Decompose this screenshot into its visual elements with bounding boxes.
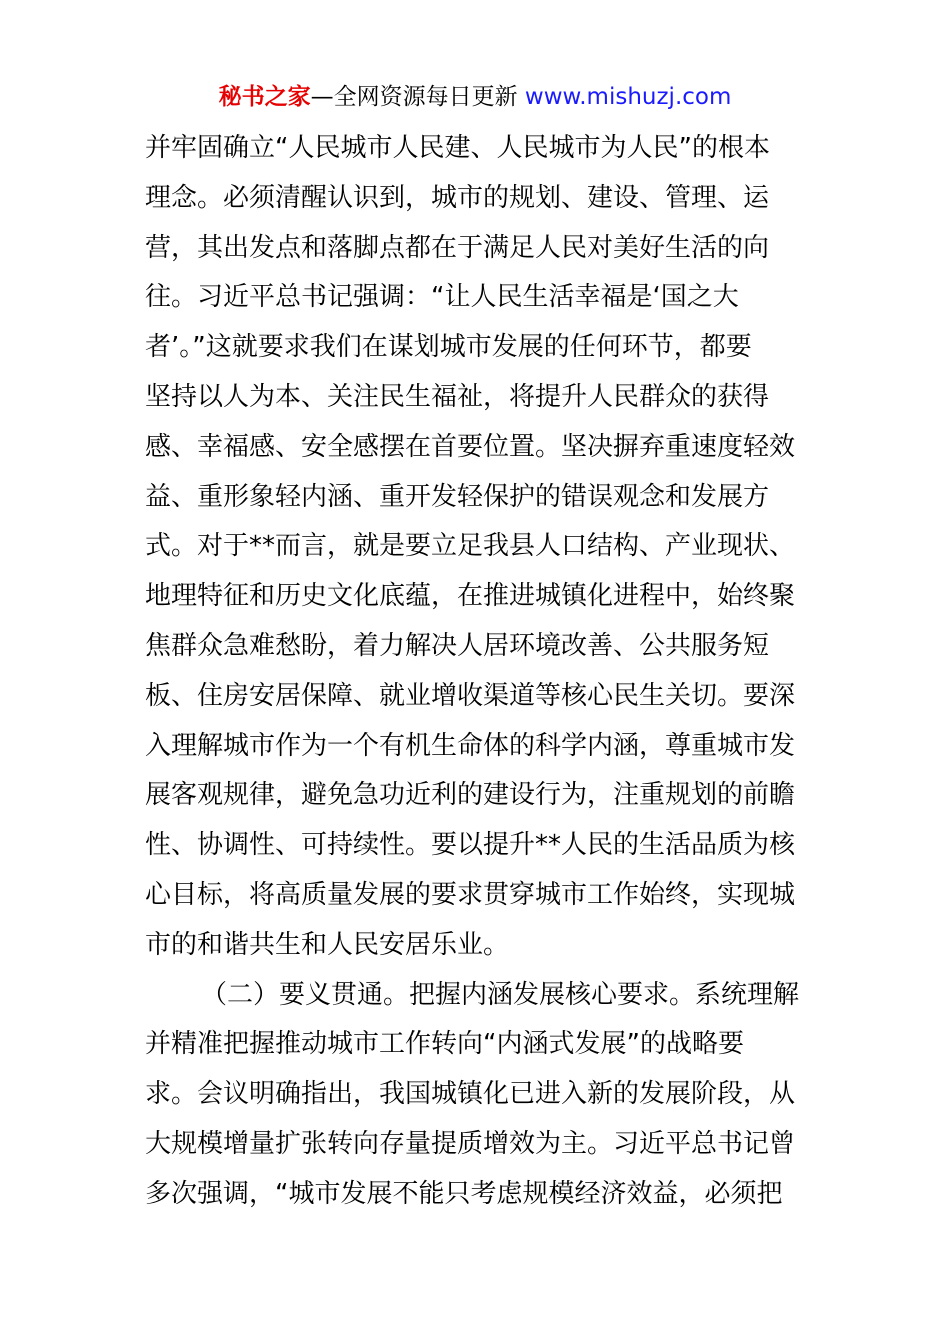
text-line: 并牢固确立“人民城市人民建、人民城市为人民”的根本 <box>145 133 770 163</box>
website-link[interactable]: www.mishuzj.com <box>524 84 732 110</box>
text-line: 营，其出发点和落脚点都在于满足人民对美好生活的向 <box>145 232 770 263</box>
text-line: 感、幸福感、安全感摆在首要位置。坚决摒弃重速度轻效 <box>145 431 796 462</box>
text-line: 往。习近平总书记强调：“让人民生活幸福是‘国之大 <box>145 282 739 313</box>
text-line: 地理特征和历史文化底蕴，在推进城镇化进程中，始终聚 <box>145 581 796 612</box>
text-line: 展客观规律，避免急功近利的建设行为，注重规划的前瞻 <box>145 780 796 811</box>
text-line: 式。对于**而言，就是要立足我县人口结构、产业现状、 <box>145 531 796 562</box>
text-line: 板、住房安居保障、就业增收渠道等核心民生关切。要深 <box>145 680 796 711</box>
text-line: 者’。”这就要求我们在谋划城市发展的任何环节，都要 <box>145 332 752 363</box>
section-heading-line: （二）要义贯通。把握内涵发展核心要求。系统理解 <box>201 979 800 1010</box>
text-line: 性、协调性、可持续性。要以提升**人民的生活品质为核 <box>145 830 796 861</box>
text-line: 市的和谐共生和人民安居乐业。 <box>145 929 510 960</box>
header-slogan: —全网资源每日更新 <box>310 84 525 110</box>
text-line: 多次强调，“城市发展不能只考虑规模经济效益，必须把 <box>145 1178 783 1209</box>
document-body <box>145 124 807 1220</box>
text-line: 大规模增量扩张转向存量提质增效为主。习近平总书记曾 <box>145 1128 796 1159</box>
text-line: 益、重形象轻内涵、重开发轻保护的错误观念和发展方 <box>145 481 770 512</box>
text-line: 焦群众急难愁盼，着力解决人居环境改善、公共服务短 <box>145 630 770 661</box>
page-header <box>0 80 950 114</box>
brand-name: 秘书之家 <box>218 84 311 110</box>
text-line: 坚持以人为本、关注民生福祉，将提升人民群众的获得 <box>145 381 770 412</box>
text-line: 理念。必须清醒认识到，城市的规划、建设、管理、运 <box>145 182 770 213</box>
text-line: 心目标，将高质量发展的要求贯穿城市工作始终，实现城 <box>145 879 796 910</box>
text-line: 求。会议明确指出，我国城镇化已进入新的发展阶段，从 <box>145 1079 796 1110</box>
text-line: 入理解城市作为一个有机生命体的科学内涵，尊重城市发 <box>145 730 796 761</box>
text-line: 并精准把握推动城市工作转向“内涵式发展”的战略要 <box>145 1029 744 1060</box>
